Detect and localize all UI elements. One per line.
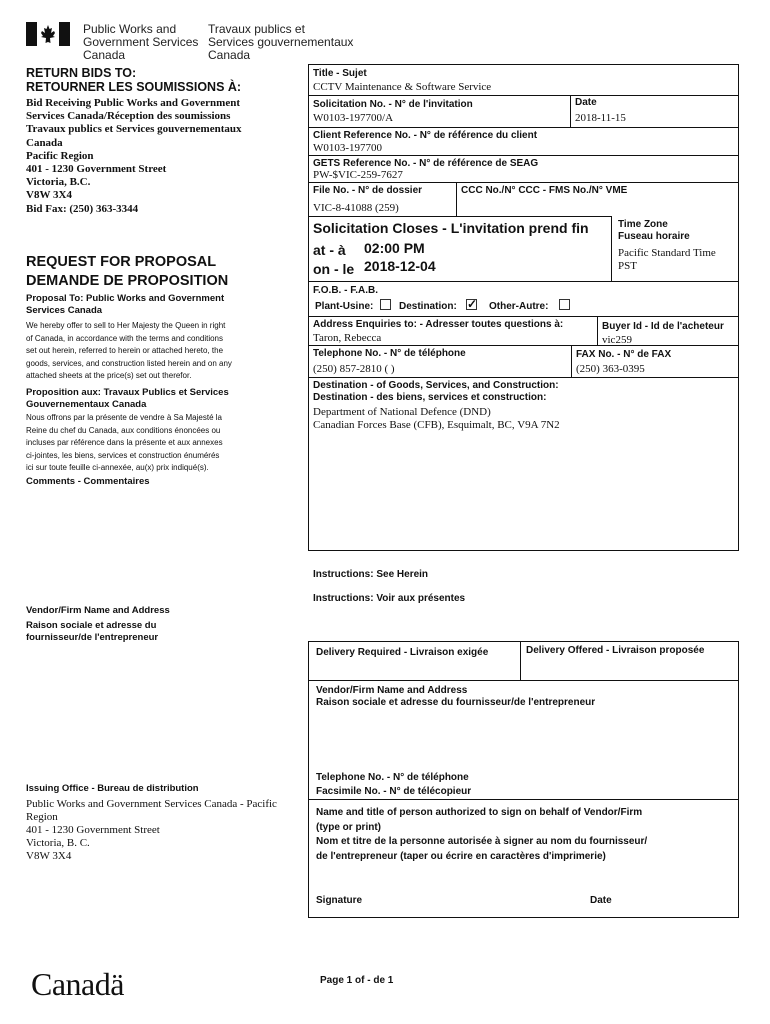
buyer-id-value: vic259 [602, 334, 632, 345]
closes-at-label: at - à [313, 242, 346, 258]
telephone-value: (250) 857-2810 ( ) [313, 363, 395, 375]
time-zone-label: Time Zone Fuseau horaire [618, 219, 690, 242]
date-label: Date [575, 97, 597, 108]
address-enquiries-label: Address Enquiries to: - Adresser toutes questions à: [313, 319, 564, 330]
return-bids-address: Bid Receiving Public Works and Government Services Canada/Réception des soumissions Travaux publics et Services gouvernementaux Canada Pacific Region 401 - 1230 Government Street Victoria, B.C. V8W 3X4 Bid Fax: (250) 363-3344 [26, 97, 242, 215]
fax-label: FAX No. - N° de FAX [576, 349, 672, 360]
date-value: 2018-11-15 [575, 112, 626, 124]
rfp-title: REQUEST FOR PROPOSAL DEMANDE DE PROPOSITION [26, 254, 229, 289]
check-icon: ✓ [467, 297, 478, 311]
issuing-office-label: Issuing Office - Bureau de distribution [26, 783, 199, 794]
other-label: Other-Autre: [489, 301, 549, 312]
signature-date-field[interactable]: Date [590, 895, 612, 906]
gets-reference-label: GETS Reference No. - N° de référence de SEAG [313, 158, 539, 169]
solicitation-closes-label: Solicitation Closes - L'invitation prend fin [313, 220, 589, 236]
fax-value: (250) 363-0395 [576, 363, 645, 375]
ccc-no-label: CCC No./N° CCC - FMS No./N° VME [461, 185, 628, 196]
vendor-phone-fax-field[interactable]: Telephone No. - N° de téléphone Facsimile No. - N° de télécopieur [316, 772, 472, 797]
time-zone-value: Pacific Standard Time PST [618, 247, 716, 272]
destination-goods-label: Destination - of Goods, Services, and Construction: Destination - des biens, services et construction: [313, 380, 559, 403]
destination-label: Destination: [399, 301, 457, 312]
solicitation-no-value: W0103-197700/A [313, 112, 394, 124]
vendor-firm-field[interactable]: Vendor/Firm Name and Address Raison sociale et adresse du fournisseur/de l'entrepreneur [316, 685, 596, 708]
plant-checkbox[interactable] [380, 299, 391, 310]
return-bids-title: RETURN BIDS TO: RETOURNER LES SOUMISSIONS À: [26, 66, 242, 94]
title-label: Title - Sujet [313, 68, 367, 79]
comments-label: Comments - Commentaires [26, 476, 150, 487]
buyer-id-label: Buyer Id - Id de l'acheteur [602, 321, 724, 332]
destination-goods-value: Department of National Defence (DND) Canadian Forces Base (CFB), Esquimalt, BC, V9A 7N2 [313, 406, 560, 431]
authorized-signer-field[interactable]: Name and title of person authorized to sign on behalf of Vendor/Firm (type or print) Nom et titre de la personne autorisée à signer au nom du fournisseur/ de l'entrepreneur (taper ou écrire en caractères d'imprimerie) [316, 807, 648, 862]
instructions-fr: Instructions: Voir aux présentes [313, 593, 466, 604]
fob-label: F.O.B. - F.A.B. [313, 285, 378, 296]
other-checkbox[interactable] [559, 299, 570, 310]
vendor-name-address-label: Vendor/Firm Name and Address Raison sociale et adresse du fournisseur/de l'entrepreneur [26, 605, 170, 643]
closes-on-label: on - le [313, 261, 355, 277]
solicitation-no-label: Solicitation No. - N° de l'invitation [313, 99, 473, 110]
address-enquiries-value: Taron, Rebecca [313, 332, 382, 344]
department-name-fr: Travaux publics et Services gouvernementaux Canada [208, 22, 354, 62]
department-name-en: Public Works and Government Services Canada [83, 22, 199, 62]
client-reference-label: Client Reference No. - N° de référence du client [313, 130, 538, 141]
canada-wordmark-logo: Canadä [31, 966, 124, 1002]
proposal-body-en: We hereby offer to sell to Her Majesty the Queen in right of Canada, in accordance with the terms and conditions set out herein, referred to herein or attached hereto, the goods, services, and construction listed herein and on any attached sheets at the price(s) set out therefor. [26, 321, 232, 380]
file-no-label: File No. - N° de dossier [313, 185, 423, 196]
signature-field[interactable]: Signature [316, 895, 363, 906]
proposal-body-fr: Nous offrons par la présente de vendre à Sa Majesté la Reine du chef du Canada, aux conditions énoncées ou incluses par référence dans la présente et aux annexes ci-jointes, les biens, services et construction énumérés ici sur toute feuille ci-annexée, au(x) prix indiqué(s). [26, 413, 223, 472]
proposal-to: Proposal To: Public Works and Government Services Canada [26, 293, 225, 316]
instructions-en: Instructions: See Herein [313, 569, 429, 580]
file-no-value: VIC-8-41088 (259) [313, 202, 399, 214]
gets-reference-value: PW-$VIC-259-7627 [313, 169, 403, 181]
plant-label: Plant-Usine: [315, 301, 374, 312]
destination-checkbox[interactable] [466, 299, 477, 310]
delivery-required-label[interactable]: Delivery Required - Livraison exigée [316, 647, 489, 658]
closes-at-value: 02:00 PM [364, 240, 425, 256]
issuing-office-address: Public Works and Government Services Canada - Pacific Region 401 - 1230 Government Street Victoria, B. C. V8W 3X4 [26, 798, 277, 862]
delivery-offered-label[interactable]: Delivery Offered - Livraison proposée [526, 645, 705, 656]
title-value: CCTV Maintenance & Software Service [313, 81, 492, 93]
telephone-label: Telephone No. - N° de téléphone [313, 348, 466, 359]
page-number: Page 1 of - de 1 [320, 975, 394, 986]
closes-on-value: 2018-12-04 [364, 258, 436, 274]
proposition-aux: Proposition aux: Travaux Publics et Services Gouvernementaux Canada [26, 387, 229, 410]
canada-flag-icon [26, 22, 70, 46]
client-reference-value: W0103-197700 [313, 142, 383, 154]
